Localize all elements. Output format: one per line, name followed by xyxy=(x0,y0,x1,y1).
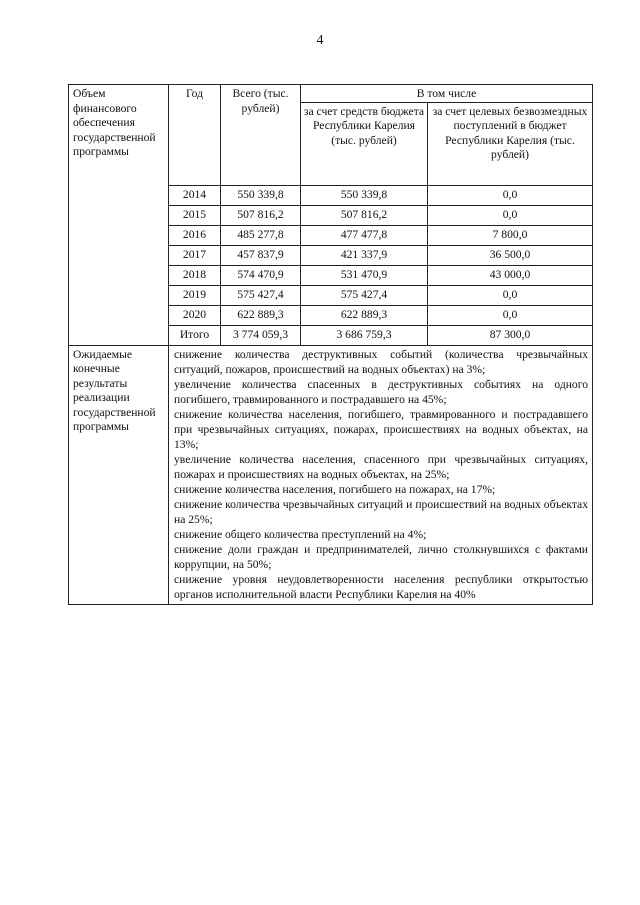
page-number: 4 xyxy=(316,33,324,48)
total-cell: 457 837,9 xyxy=(221,245,301,265)
result-item: увеличение количества спасенных в деструктивных событиях на одного погибшего, травмированного и пострадавшего на 45%; xyxy=(174,377,588,406)
total-cell: 575 427,4 xyxy=(221,285,301,305)
total-header: Всего (тыс. рублей) xyxy=(221,85,301,186)
budget-cell: 575 427,4 xyxy=(301,285,428,305)
result-item: снижение общего количества преступлений на 4%; xyxy=(174,527,427,541)
budget-cell: 531 470,9 xyxy=(301,265,428,285)
targeted-cell: 0,0 xyxy=(428,205,593,225)
financing-label: Объем финансового обеспечения государственной программы xyxy=(69,85,169,346)
year-cell: 2015 xyxy=(169,205,221,225)
targeted-cell: 0,0 xyxy=(428,285,593,305)
total-cell: 622 889,3 xyxy=(221,305,301,325)
result-item: снижение уровня неудовлетворенности населения республики открытостью органов исполнительной власти Республики Карелия на 40% xyxy=(174,572,588,601)
total-cell: 550 339,8 xyxy=(221,185,301,205)
results-label: Ожидаемые конечные результаты реализации государственной программы xyxy=(69,345,169,604)
budget-cell: 421 337,9 xyxy=(301,245,428,265)
budget-cell: 507 816,2 xyxy=(301,205,428,225)
year-cell: 2019 xyxy=(169,285,221,305)
year-cell: 2016 xyxy=(169,225,221,245)
targeted-cell: 0,0 xyxy=(428,185,593,205)
year-cell: Итого xyxy=(169,325,221,345)
targeted-cell: 87 300,0 xyxy=(428,325,593,345)
financing-header-row xyxy=(69,85,593,103)
year-cell: 2018 xyxy=(169,265,221,285)
program-passport-table xyxy=(68,84,593,605)
total-cell: 3 774 059,3 xyxy=(221,325,301,345)
total-cell: 485 277,8 xyxy=(221,225,301,245)
year-cell: 2014 xyxy=(169,185,221,205)
year-cell: 2020 xyxy=(169,305,221,325)
targeted-cell: 0,0 xyxy=(428,305,593,325)
budget-cell: 477 477,8 xyxy=(301,225,428,245)
budget-cell: 550 339,8 xyxy=(301,185,428,205)
year-header: Год xyxy=(169,85,221,186)
targeted-header: за счет целевых безвозмездных поступлений в бюджет Республики Карелия (тыс. рублей) xyxy=(428,102,593,185)
result-item: снижение доли граждан и предпринимателей, лично столкнувшихся с фактами коррупции, на 50%; xyxy=(174,542,588,571)
results-row xyxy=(69,345,593,604)
targeted-cell: 43 000,0 xyxy=(428,265,593,285)
budget-cell: 622 889,3 xyxy=(301,305,428,325)
targeted-cell: 36 500,0 xyxy=(428,245,593,265)
result-item: снижение количества населения, погибшего, травмированного и пострадавшего при чрезвычайных ситуациях, пожарах, происшествиях на водных объектах, на 13%; xyxy=(174,407,588,451)
budget-header: за счет средств бюджета Республики Карелия (тыс. рублей) xyxy=(301,102,428,185)
result-item: снижение количества чрезвычайных ситуаций и происшествий на водных объектах на 25%; xyxy=(174,497,588,526)
result-item: снижение количества деструктивных событий (количества чрезвычайных ситуаций, пожаров, происшествий на водных объектах) на 3%; xyxy=(174,347,588,376)
targeted-cell: 7 800,0 xyxy=(428,225,593,245)
total-cell: 574 470,9 xyxy=(221,265,301,285)
budget-cell: 3 686 759,3 xyxy=(301,325,428,345)
result-item: снижение количества населения, погибшего на пожарах, на 17%; xyxy=(174,482,496,496)
results-list xyxy=(169,345,593,604)
year-cell: 2017 xyxy=(169,245,221,265)
result-item: увеличение количества населения, спасенного при чрезвычайных ситуациях, пожарах и происшествиях на водных объектах, на 25%; xyxy=(174,452,588,481)
including-header: В том числе xyxy=(301,85,593,103)
total-cell: 507 816,2 xyxy=(221,205,301,225)
